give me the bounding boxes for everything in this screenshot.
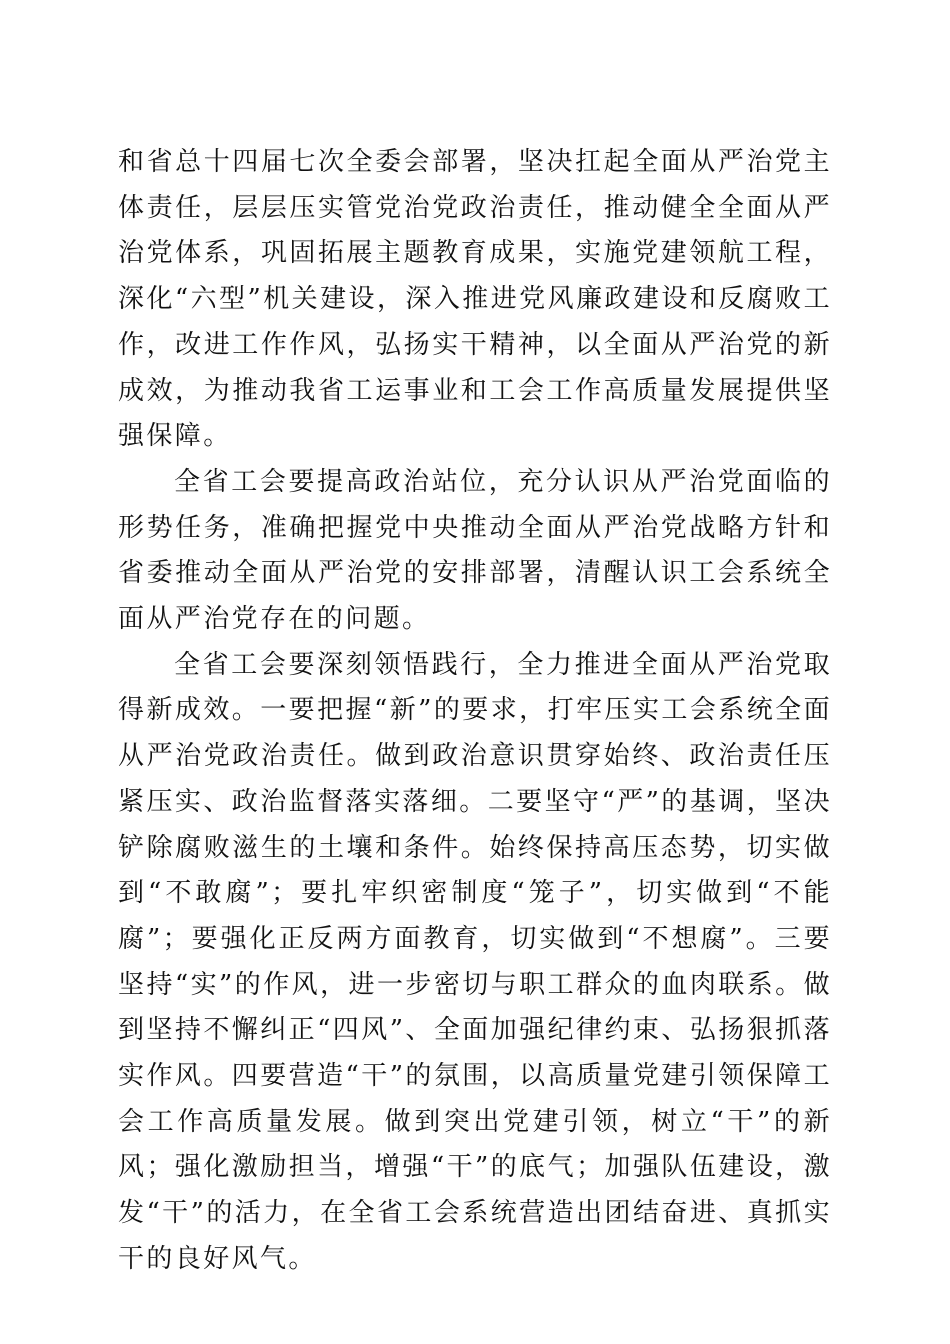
paragraph-continuation: 和省总十四届七次全委会部署，坚决扛起全面从严治党主体责任，层层压实管党治党政治责任，推动健全全面从严治党体系，巩固拓展主题教育成果，实施党建领航工程，深化“六型”机关建设，深入推进党风廉政建设和反腐败工作，改进工作作风，弘扬实干精神，以全面从严治党的新成效，为推动我省工运事业和工会工作高质量发展提供坚强保障。 bbox=[118, 147, 832, 452]
paragraph-implementation: 全省工会要深刻领悟践行，全力推进全面从严治党取得新成效。一要把握“新”的要求，打牢压实工会系统全面从严治党政治责任。做到政治意识贯穿始终、政治责任压紧压实、政治监督落实落细。二要坚守“严”的基调，坚决铲除腐败滋生的土壤和条件。始终保持高压态势，切实做到“不敢腐”；要扎牢织密制度“笼子”，切实做到“不能腐”；要强化正反两方面教育，切实做到“不想腐”。三要坚持“实”的作风，进一步密切与职工群众的血肉联系。做到坚持不懈纠正“四风”、全面加强纪律约束、弘扬狠抓落实作风。四要营造“干”的氛围，以高质量党建引领保障工会工作高质量发展。做到突出党建引领，树立“干”的新风；强化激励担当，增强“干”的底气；加强队伍建设，激发“干”的活力，在全省工会系统营造出团结奋进、真抓实干的良好风气。 bbox=[118, 649, 832, 1274]
paragraph-political-stance: 全省工会要提高政治站位，充分认识从严治党面临的形势任务，准确把握党中央推动全面从严治党战略方针和省委推动全面从严治党的安排部署，清醒认识工会系统全面从严治党存在的问题。 bbox=[118, 466, 832, 635]
document-body bbox=[118, 140, 832, 1283]
